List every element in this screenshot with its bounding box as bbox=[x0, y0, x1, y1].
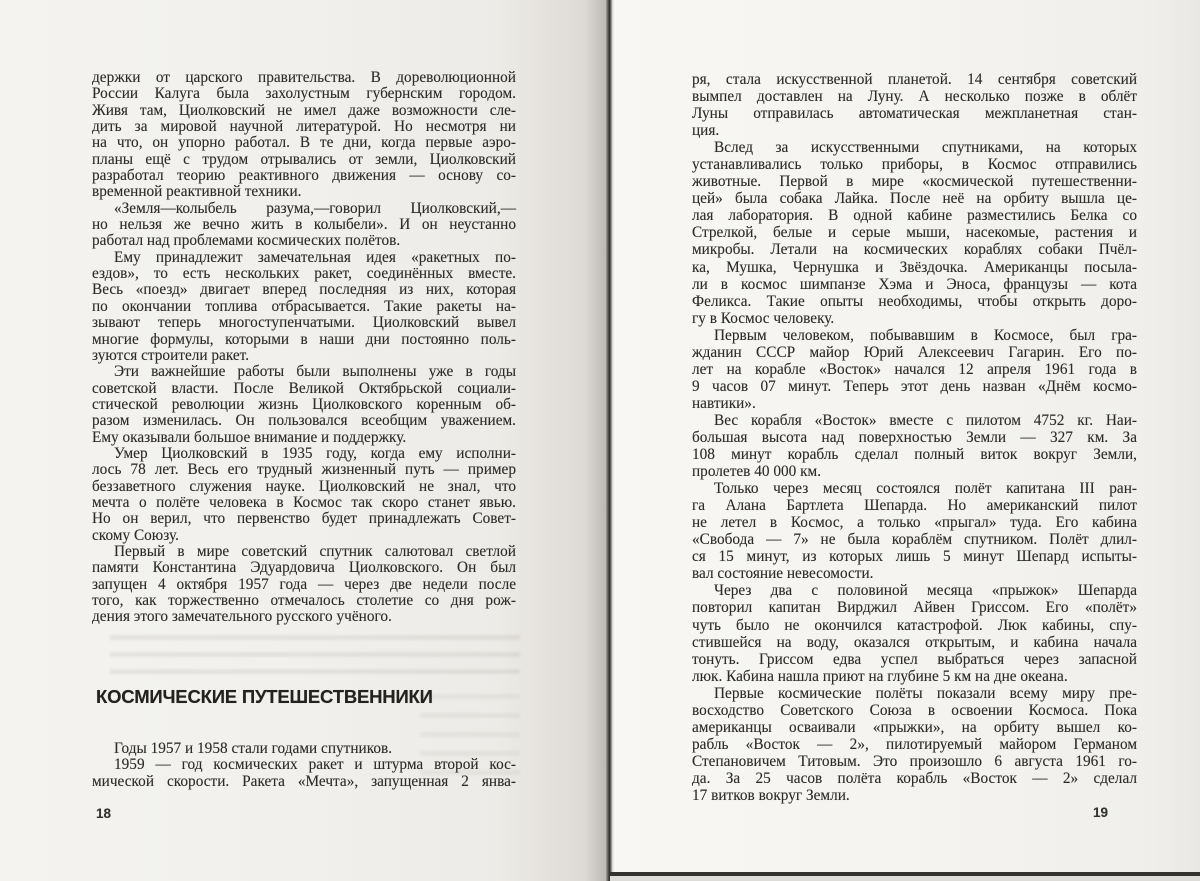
text-line: Первые космические полёты показали всему миру пре- bbox=[714, 684, 1137, 702]
paragraph bbox=[92, 757, 516, 790]
text-line: лая лаборатория. В одной кабине разместились Белка со bbox=[692, 207, 1137, 225]
text-line: беззаветного служения науке. Циолковский не знал, что bbox=[92, 477, 516, 495]
paragraph bbox=[92, 201, 516, 250]
text-line: мечта о полёте человека в Космос так скоро станет явью. bbox=[92, 493, 516, 511]
text-line: того, как торжественно отмечалось столетие со дня рож- bbox=[92, 592, 516, 609]
paragraph bbox=[692, 327, 1137, 412]
text-line: планы ещё с трудом отрывались от земли, Циолковский bbox=[92, 150, 516, 168]
text-line: микробы. Летали на космических кораблях собаки Пчёл- bbox=[692, 241, 1137, 259]
text-line: Умер Циолковский в 1935 году, когда ему исполни- bbox=[114, 444, 516, 462]
text-line: повторил капитан Вирджил Айвен Гриссом. Его «полёт» bbox=[692, 599, 1137, 617]
text-line: га Алана Бартлета Шепарда. Но американский пилот bbox=[692, 497, 1137, 515]
text-line: дения этого замечательного русского учёного. bbox=[92, 608, 392, 626]
text-line: многие формулы, которыми в наши дни постоянно поль- bbox=[92, 330, 516, 348]
paragraph bbox=[92, 250, 516, 364]
text-line: Вслед за искусственными спутниками, на которых bbox=[714, 139, 1137, 157]
text-line: держки от царского правительства. В дореволюционной bbox=[92, 69, 516, 86]
text-line: стившейся на воду, оказался открытым, и кабина начала bbox=[692, 633, 1137, 651]
text-line: Ему принадлежит замечательная идея «ракетных по- bbox=[114, 248, 516, 266]
text-line: Только через месяц состоялся полёт капитана III ран- bbox=[714, 480, 1137, 498]
text-line: устанавливались только приборы, в Космос отправились bbox=[692, 156, 1137, 174]
text-line: Луны отправилась автоматическая межпланетная стан- bbox=[692, 105, 1137, 123]
text-line: 1959 — год космических ракет и штурма второй кос- bbox=[114, 756, 516, 774]
book-spine-gutter bbox=[606, 0, 614, 881]
text-line: вымпел доставлен на Луну. А несколько позже в облёт bbox=[692, 88, 1137, 106]
page-left-section-text bbox=[92, 741, 516, 790]
paragraph bbox=[92, 364, 516, 446]
text-line: России Калуга была захолустным губернским городом. bbox=[92, 85, 516, 103]
paragraph bbox=[92, 544, 516, 626]
text-line: но нельзя же вечно жить в колыбели». И он неустанно bbox=[92, 216, 516, 234]
paragraph bbox=[692, 480, 1137, 582]
text-line: мической скорости. Ракета «Мечта», запущенная 2 янва- bbox=[92, 772, 516, 790]
text-line: «Земля—колыбель разума,—говорил Циолковский,— bbox=[114, 199, 516, 217]
paragraph bbox=[92, 741, 516, 757]
text-line: зуются строители ракет. bbox=[92, 346, 250, 364]
text-line: Вес корабля «Восток» вместе с пилотом 4752 кг. Наи- bbox=[714, 411, 1137, 429]
page-number-left: 18 bbox=[96, 806, 112, 821]
text-line: пролетев 40 000 км. bbox=[692, 463, 822, 481]
text-line: цей» была собака Лайка. После неё на орбиту вышла це- bbox=[692, 190, 1137, 208]
paragraph bbox=[92, 446, 516, 544]
text-line: Первым человеком, побывавшим в Космосе, был гра- bbox=[714, 326, 1137, 344]
paragraph bbox=[692, 139, 1137, 327]
text-line: тонуть. Гриссом едва успел выбраться через запасной bbox=[692, 650, 1137, 668]
text-line: на что, он упорно работал. В те дни, когда первые аэро- bbox=[92, 134, 516, 152]
text-line: ка, Мушка, Чернушка и Звёздочка. Американцы посыла- bbox=[692, 258, 1137, 276]
text-line: большая высота над поверхностью Земли — 327 км. За bbox=[692, 428, 1137, 446]
text-line: ездов», то есть нескольких ракет, соединённых вместе. bbox=[92, 265, 516, 283]
text-line: да. За 25 часов полёта корабль «Восток — 2» сделал bbox=[692, 769, 1137, 787]
text-line: ция. bbox=[692, 122, 720, 140]
text-line: скому Союзу. bbox=[92, 526, 179, 544]
text-line: вал состояние невесомости. bbox=[692, 565, 874, 583]
text-line: восходство Советского Союза в освоении Космоса. Пока bbox=[692, 701, 1137, 719]
text-line: 17 витков вокруг Земли. bbox=[692, 786, 850, 804]
text-line: не летел в Космос, а только «прыгал» туда. Его кабина bbox=[692, 514, 1137, 532]
text-line: Через два с половиной месяца «прыжок» Шепарда bbox=[714, 582, 1137, 600]
page-left-body-text bbox=[92, 70, 516, 626]
text-line: Весь «поезд» двигает вперед последняя из них, которая bbox=[92, 281, 516, 299]
paragraph bbox=[692, 412, 1137, 480]
text-line: советской власти. После Великой Октябрьской социали- bbox=[92, 379, 516, 397]
text-line: жданин СССР майор Юрий Алексеевич Гагарин. Его по- bbox=[692, 343, 1137, 361]
text-line: гу в Космос человеку. bbox=[692, 309, 835, 327]
text-line: памяти Константина Эдуардовича Циолковского. Он был bbox=[92, 559, 516, 577]
text-line: дить за мировой научной литературой. Но несмотря ни bbox=[92, 118, 516, 136]
text-line: по окончании топлива отбрасывается. Такие ракеты на- bbox=[92, 297, 516, 315]
text-line: работал над проблемами космических полётов. bbox=[92, 232, 401, 250]
text-line: животные. Первой в мире «космической путешественни- bbox=[692, 173, 1137, 191]
text-line: ря, стала искусственной планетой. 14 сентября советский bbox=[692, 71, 1137, 88]
text-line: ся 15 минут, из которых лишь 5 минут Шепард испыты- bbox=[692, 548, 1137, 566]
text-line: «Свобода — 7» не была кораблём спутником. Полёт длил- bbox=[692, 531, 1137, 549]
text-line: Первый в мире советский спутник салютовал светлой bbox=[114, 542, 516, 560]
text-line: американцы осваивали «прыжки», на орбиту вышел ко- bbox=[692, 718, 1137, 736]
paragraph bbox=[692, 582, 1137, 684]
text-line: временной реактивной техники. bbox=[92, 183, 302, 201]
text-line: Эти важнейшие работы были выполнены уже в годы bbox=[114, 363, 516, 381]
text-line: люк. Кабина нашла приют на глубине 5 км на дне океана. bbox=[692, 667, 1068, 685]
page-right-bottom-margin bbox=[610, 876, 1200, 881]
text-line: Феликса. Такие опыты необходимы, чтобы открыть доро- bbox=[692, 292, 1137, 310]
text-line: разом изменилась. Он пользовался всеобщим уважением. bbox=[92, 412, 516, 430]
text-line: навтики». bbox=[692, 394, 756, 412]
paragraph bbox=[92, 70, 516, 201]
text-line: лось 78 лет. Весь его трудный жизненный путь — пример bbox=[92, 461, 516, 479]
paragraph bbox=[692, 685, 1137, 804]
text-line: чуть было не окончился катастрофой. Люк кабины, спу- bbox=[692, 616, 1137, 634]
text-line: рабль «Восток — 2», пилотируемый майором Германом bbox=[692, 735, 1137, 753]
page-number-right: 19 bbox=[1093, 805, 1109, 820]
text-line: зывают теперь многоступенчатыми. Циолковский вывел bbox=[92, 314, 516, 332]
text-line: Степановичем Титовым. Это произошло 6 августа 1961 го- bbox=[692, 752, 1137, 770]
page-right-body-text bbox=[692, 71, 1137, 804]
text-line: лет на корабле «Восток» начался 12 апреля 1961 года в bbox=[692, 360, 1137, 378]
paragraph bbox=[692, 71, 1137, 139]
text-line: ли в космос шимпанзе Хэма и Эноса, французы — кота bbox=[692, 275, 1137, 293]
text-line: Но он верил, что первенство будет принадлежать Совет- bbox=[92, 510, 516, 528]
text-line: Стрелкой, белые и серые мыши, насекомые, растения и bbox=[692, 224, 1137, 242]
text-line: Ему оказывали большое внимание и поддержку. bbox=[92, 428, 407, 446]
text-line: 9 часов 07 минут. Теперь этот день назван «Днём космо- bbox=[692, 377, 1137, 395]
text-line: стической революции жизнь Циолковского коренным об- bbox=[92, 395, 516, 413]
text-line: разработал теорию реактивного движения — основу со- bbox=[92, 167, 516, 185]
text-line: запущен 4 октября 1957 года — через две недели после bbox=[92, 575, 516, 593]
text-line: 108 минут корабль сделал полный виток вокруг Земли, bbox=[692, 446, 1137, 464]
section-heading: КОСМИЧЕСКИЕ ПУТЕШЕСТВЕННИКИ bbox=[96, 686, 433, 707]
text-line: Годы 1957 и 1958 стали годами спутников. bbox=[114, 740, 393, 757]
text-line: Живя там, Циолковский не имел даже возможности сле- bbox=[92, 101, 516, 119]
